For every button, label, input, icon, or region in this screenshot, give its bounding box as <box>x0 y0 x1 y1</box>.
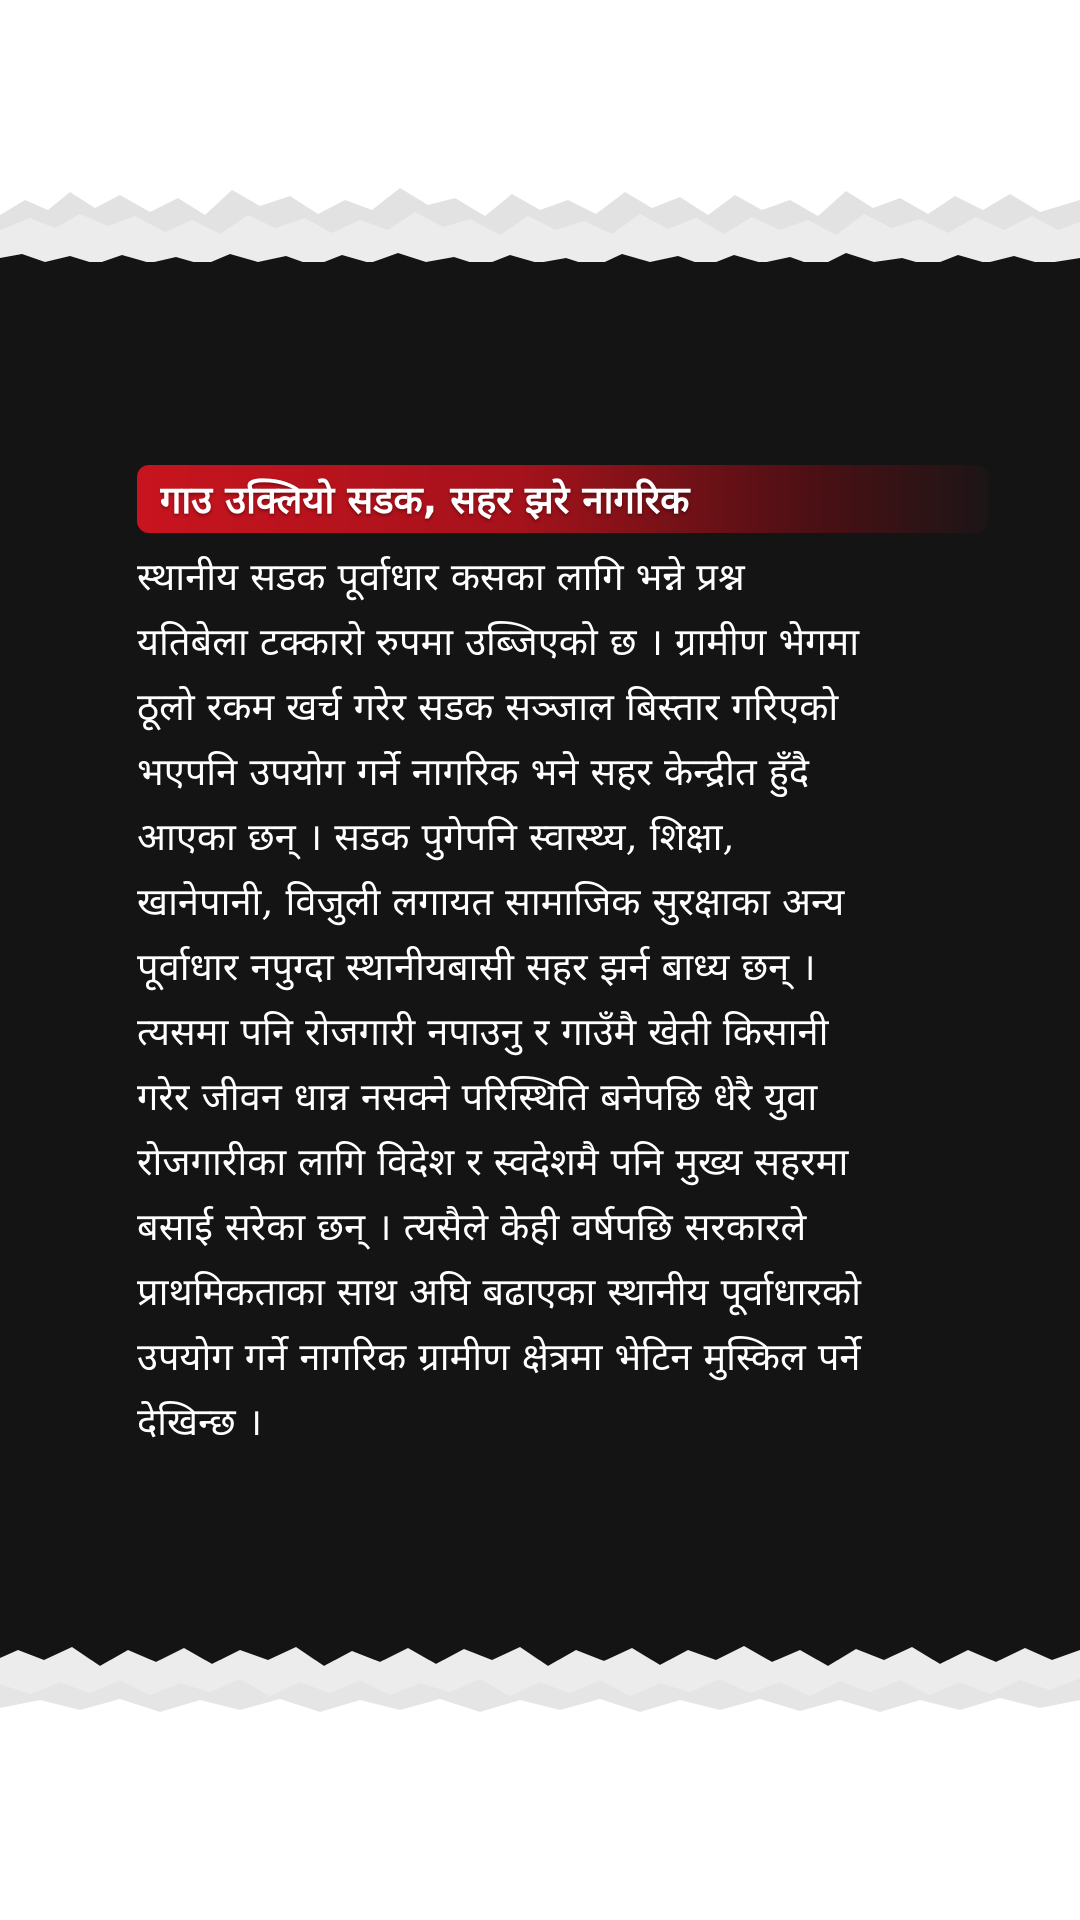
article-line: बसाई सरेका छन् । त्यसैले केही वर्षपछि सरकारले <box>137 1205 807 1249</box>
article-line: स्थानीय सडक पूर्वाधार कसका लागि भन्ने प्रश्न <box>137 555 745 599</box>
article-line: आएका छन् । सडक पुगेपनि स्वास्थ्य, शिक्षा, <box>137 815 735 859</box>
article-line: पूर्वाधार नपुग्दा स्थानीयबासी सहर झर्न बाध्य छन् । <box>137 945 816 989</box>
article-line: खानेपानी, विजुली लगायत सामाजिक सुरक्षाका अन्य <box>137 880 845 924</box>
article-line: प्राथमिकताका साथ अघि बढाएका स्थानीय पूर्वाधारको <box>137 1270 861 1314</box>
article-line: रोजगारीका लागि विदेश र स्वदेशमै पनि मुख्य सहरमा <box>137 1140 849 1184</box>
article-line: भएपनि उपयोग गर्ने नागरिक भने सहर केन्द्रीत हुँदै <box>137 750 810 794</box>
torn-paper-bottom-edge <box>0 1600 1080 1720</box>
article-line: त्यसमा पनि रोजगारी नपाउनु र गाउँमै खेती किसानी <box>137 1010 829 1054</box>
article-headline: गाउ उक्लियो सडक, सहर झरे नागरिक <box>160 478 690 522</box>
article-line: ठूलो रकम खर्च गरेर सडक सञ्जाल बिस्तार गरिएको <box>137 685 839 729</box>
article-body <box>137 545 947 1465</box>
article-line: गरेर जीवन धान्न नसक्ने परिस्थिति बनेपछि धेरै युवा <box>137 1075 818 1119</box>
article-line: यतिबेला टक्कारो रुपमा उब्जिएको छ । ग्रामीण भेगमा <box>137 620 860 664</box>
article-line: उपयोग गर्ने नागरिक ग्रामीण क्षेत्रमा भेटिन मुस्किल पर्ने <box>137 1335 861 1379</box>
article-line: देखिन्छ । <box>137 1400 263 1444</box>
